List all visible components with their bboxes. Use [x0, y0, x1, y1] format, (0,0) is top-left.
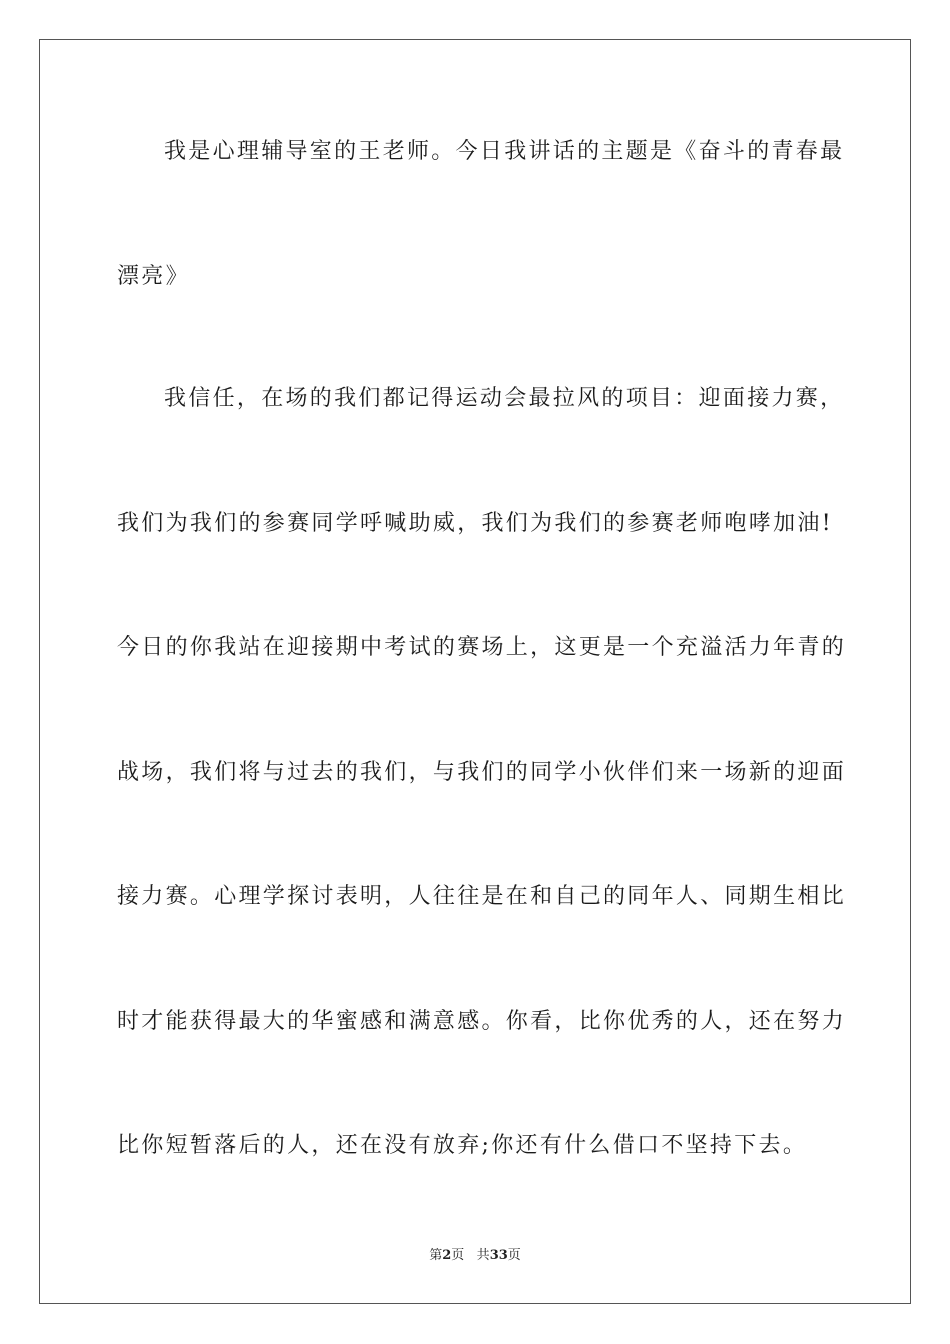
paragraph-2-line-7: 比你短暂落后的人，还在没有放弃;你还有什么借口不坚持下去。 [117, 1133, 808, 1158]
paragraph-2-line-3: 今日的你我站在迎接期中考试的赛场上，这更是一个充溢活力年青的 [117, 635, 847, 660]
paragraph-2-line-1: 我信任，在场的我们都记得运动会最拉风的项目：迎面接力赛， [164, 386, 845, 411]
paragraph-2-line-5: 接力赛。心理学探讨表明，人往往是在和自己的同年人、同期生相比 [117, 884, 847, 909]
paragraph-2-line-6: 时才能获得最大的华蜜感和满意感。你看，比你优秀的人，还在努力 [117, 1009, 847, 1034]
paragraph-2-line-2: 我们为我们的参赛同学呼喊助威，我们为我们的参赛老师咆哮加油! [117, 511, 833, 536]
page-footer [0, 1247, 950, 1265]
page-prefix: 第 [429, 1248, 443, 1263]
page-suffix: 页 [451, 1248, 465, 1263]
paragraph-2-line-4: 战场，我们将与过去的我们，与我们的同学小伙伴们来一场新的迎面 [117, 760, 847, 785]
paragraph-1-line-1: 我是心理辅导室的王老师。今日我讲话的主题是《奋斗的青春最 [164, 139, 845, 164]
page-border [39, 39, 911, 1304]
total-prefix: 共 [476, 1248, 490, 1263]
total-pages: 33 [489, 1248, 508, 1263]
paragraph-1-line-2: 漂亮》 [117, 264, 190, 289]
page-number: 2 [442, 1248, 452, 1263]
total-suffix: 页 [507, 1248, 521, 1263]
